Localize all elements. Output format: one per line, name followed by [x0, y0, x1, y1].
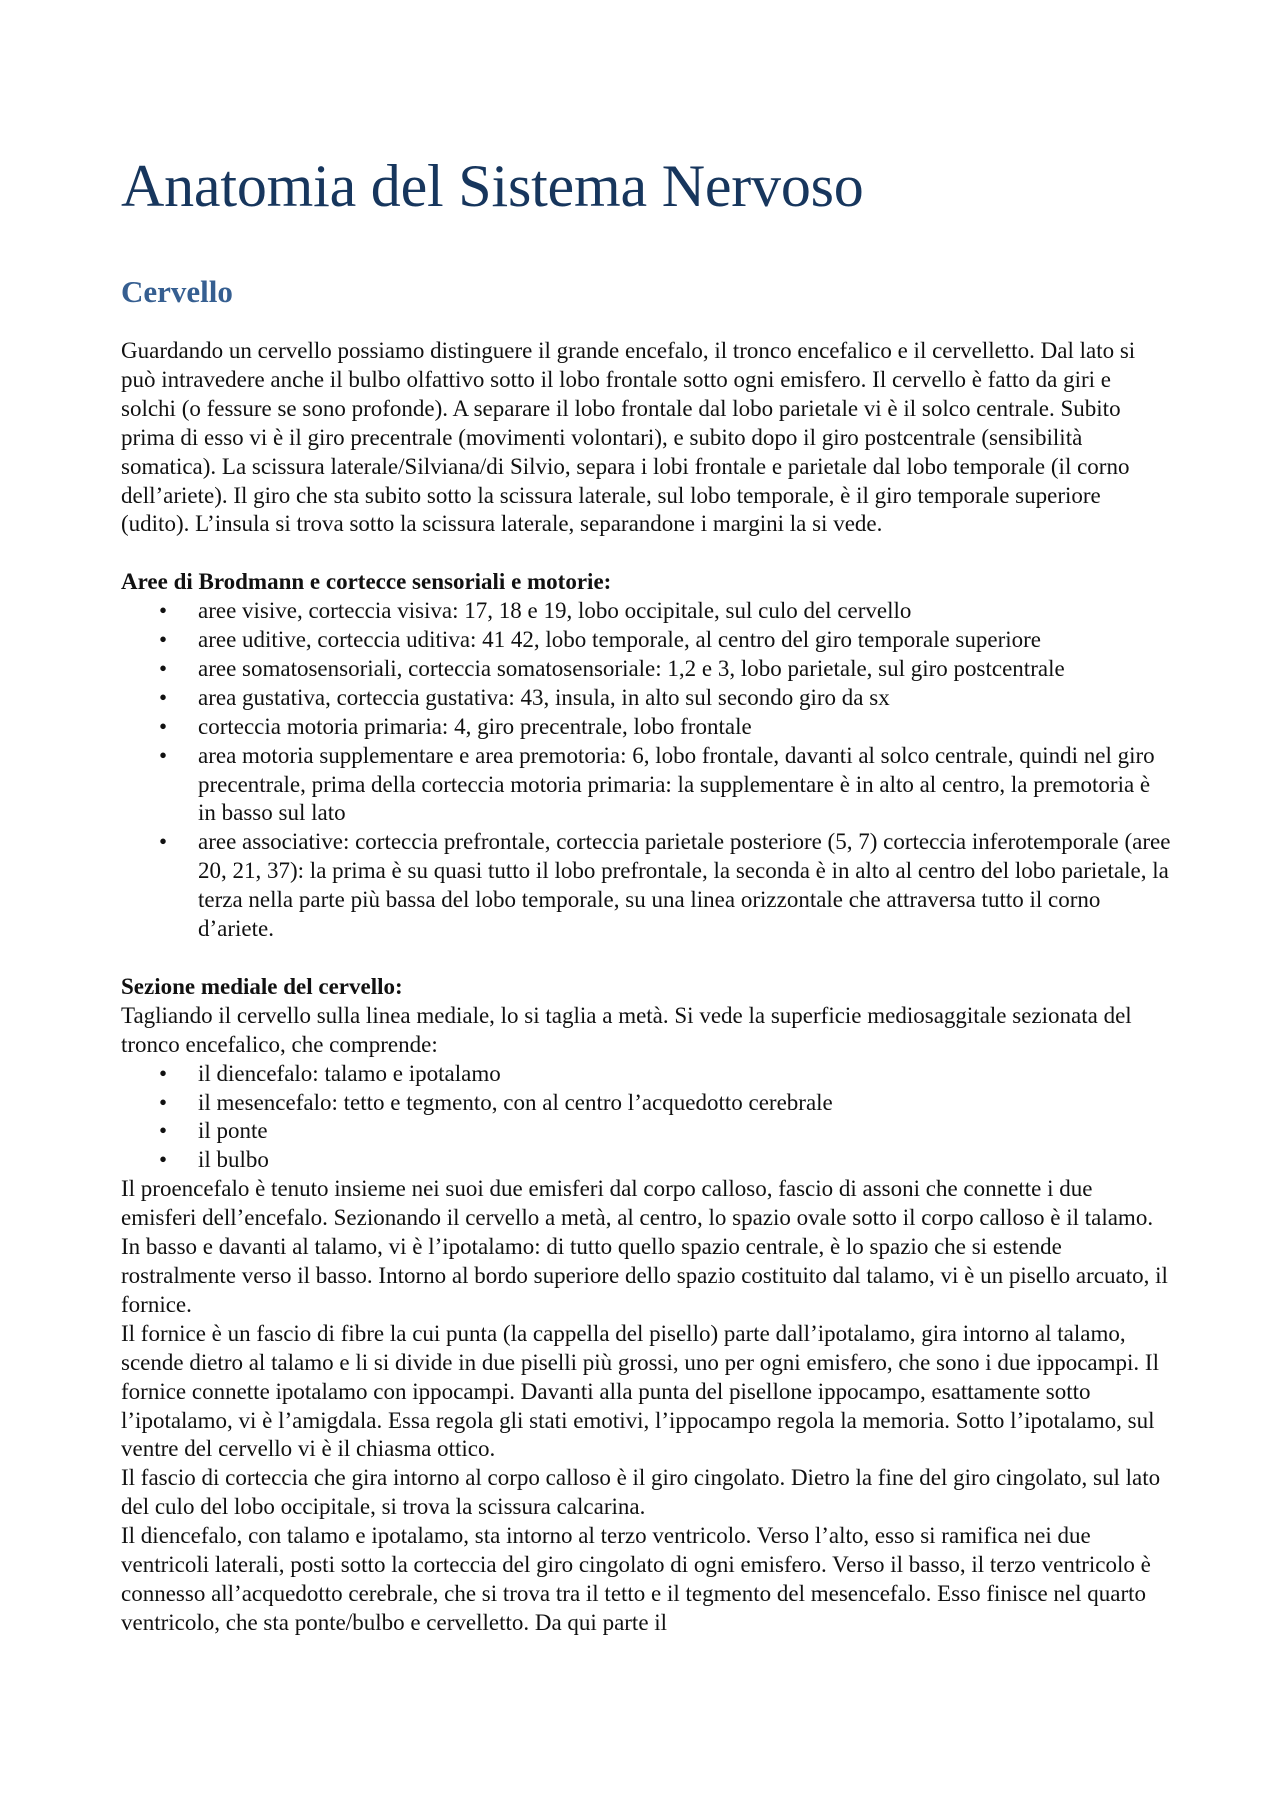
bullet-icon: • [159, 684, 168, 710]
paragraph-fornice: Il fornice è un fascio di fibre la cui punta (la cappella del pisello) parte dall’ipotalamo, gira intorno al talamo, scende dietro al talamo e li si divide in due piselli più grossi, uno per ogni emisfero, che sono i due ippocampi. Il fornice connette ipotalamo con ippocampi. Davanti alla punta del pisellone ippocampo, esattamente sotto l’ipotalamo, vi è l’amigdala. Essa regola gli stati emotivi, l’ippocampo regola la memoria. Sotto l’ipotalamo, sul ventre del cervello vi è il chiasma ottico. [121, 1320, 1159, 1462]
brodmann-heading: Aree di Brodmann e cortecce sensoriali e motorie: [121, 569, 612, 595]
bullet-icon: • [159, 1060, 168, 1086]
list-item [121, 1060, 1171, 1089]
intro-paragraph: Guardando un cervello possiamo distinguere il grande encefalo, il tronco encefalico e il cervelletto. Dal lato si può intravedere anche il bulbo olfattivo sotto il lobo frontale sotto ogni emisfero. Il cervello è fatto da giri e solchi (o fessure se sono profonde). A separare il lobo frontale dal lobo parietale vi è il solco centrale. Subito prima di esso vi è il giro precentrale (movimenti volontari), e subito dopo il giro postcentrale (sensibilità somatica). La scissura laterale/Silviana/di Silvio, separa i lobi frontale e parietale dal lobo temporale (il corno dell’ariete). Il giro che sta subito sotto la scissura laterale, sul lobo temporale, è il giro temporale superiore (udito). L’insula si trova sotto la scissura laterale, separandone i margini la si vede. [121, 338, 1136, 537]
brodmann-list [121, 597, 1171, 944]
list-item-text: aree visive, corteccia visiva: 17, 18 e 19, lobo occipitale, sul culo del cervello [198, 598, 912, 624]
bullet-icon: • [159, 829, 168, 855]
blank-line [121, 944, 1171, 973]
list-item-text: il bulbo [198, 1147, 269, 1173]
list-item-text: aree associative: corteccia prefrontale, corteccia parietale posteriore (5, 7) corteccia inferotemporale (aree 20, 21, 37): la prima è su quasi tutto il lobo prefrontale, la seconda è in alto al centro del lobo parietale, la terza nella parte più bassa del lobo temporale, su una linea orizzontale che attraversa tutto il corno d’ariete. [198, 829, 1171, 942]
list-item-text: aree uditive, corteccia uditiva: 41 42, lobo temporale, al centro del giro temporale superiore [198, 627, 1042, 653]
list-item [121, 684, 1171, 713]
bullet-icon: • [159, 713, 168, 739]
list-item [121, 597, 1171, 626]
list-item-text: corteccia motoria primaria: 4, giro precentrale, lobo frontale [198, 713, 752, 739]
list-item [121, 1146, 1171, 1175]
list-item [121, 742, 1171, 829]
list-item [121, 1089, 1171, 1118]
medial-intro-paragraph: Tagliando il cervello sulla linea mediale, lo si taglia a metà. Si vede la superficie mediosaggitale sezionata del tronco encefalico, che comprende: [121, 1002, 1132, 1057]
bullet-icon: • [159, 598, 168, 624]
list-item [121, 626, 1171, 655]
bullet-icon: • [159, 1147, 168, 1173]
list-item [121, 1117, 1171, 1146]
list-item-text: il ponte [198, 1118, 268, 1144]
bullet-icon: • [159, 655, 168, 681]
document-body [121, 150, 1171, 1638]
paragraph-proencefalo: Il proencefalo è tenuto insieme nei suoi due emisferi dal corpo calloso, fascio di assoni che connette i due emisferi dell’encefalo. Sezionando il cervello a metà, al centro, lo spazio ovale sotto il corpo calloso è il talamo. In basso e davanti al talamo, vi è l’ipotalamo: di tutto quello spazio centrale, è lo spazio che si estende rostralmente verso il basso. Intorno al bordo superiore dello spazio costituito dal talamo, vi è un pisello arcuato, il fornice. [121, 1176, 1168, 1317]
paragraph-giro-cingolato: Il fascio di corteccia che gira intorno al corpo calloso è il giro cingolato. Dietro la fine del giro cingolato, sul lato del culo del lobo occipitale, si trova la scissura calcarina. [121, 1465, 1161, 1520]
list-item-text: aree somatosensoriali, corteccia somatosensoriale: 1,2 e 3, lobo parietale, sul giro postcentrale [198, 655, 1065, 681]
list-item-text: area motoria supplementare e area premotoria: 6, lobo frontale, davanti al solco centrale, quindi nel giro precentrale, prima della corteccia motoria primaria: la supplementare è in alto al centro, la premotoria è in basso sul lato [198, 742, 1155, 826]
bullet-icon: • [159, 1089, 168, 1115]
bullet-icon: • [159, 1118, 168, 1144]
list-item-text: area gustativa, corteccia gustativa: 43, insula, in alto sul secondo giro da sx [198, 684, 890, 710]
medial-list [121, 1060, 1171, 1176]
paragraph-diencefalo: Il diencefalo, con talamo e ipotalamo, sta intorno al terzo ventricolo. Verso l’alto, esso si ramifica nei due ventricoli laterali, posti sotto la corteccia del giro cingolato di ogni emisfero. Verso il basso, il terzo ventricolo è connesso all’acquedotto cerebrale, che si trova tra il tetto e il tegmento del mesencefalo. Esso finisce nel quarto ventricolo, che sta ponte/bulbo e cervelletto. Da qui parte il [121, 1523, 1151, 1635]
list-item-text: il diencefalo: talamo e ipotalamo [198, 1060, 501, 1086]
bullet-icon: • [159, 627, 168, 653]
list-item [121, 655, 1171, 684]
bullet-icon: • [159, 742, 168, 768]
list-item-text: il mesencefalo: tetto e tegmento, con al centro l’acquedotto cerebrale [198, 1089, 833, 1115]
list-item [121, 713, 1171, 742]
blank-line [121, 539, 1171, 568]
section-heading-cervello: Cervello [121, 274, 233, 309]
list-item [121, 828, 1171, 944]
medial-heading: Sezione mediale del cervello: [121, 973, 403, 999]
document-title: Anatomia del Sistema Nervoso [121, 153, 864, 219]
